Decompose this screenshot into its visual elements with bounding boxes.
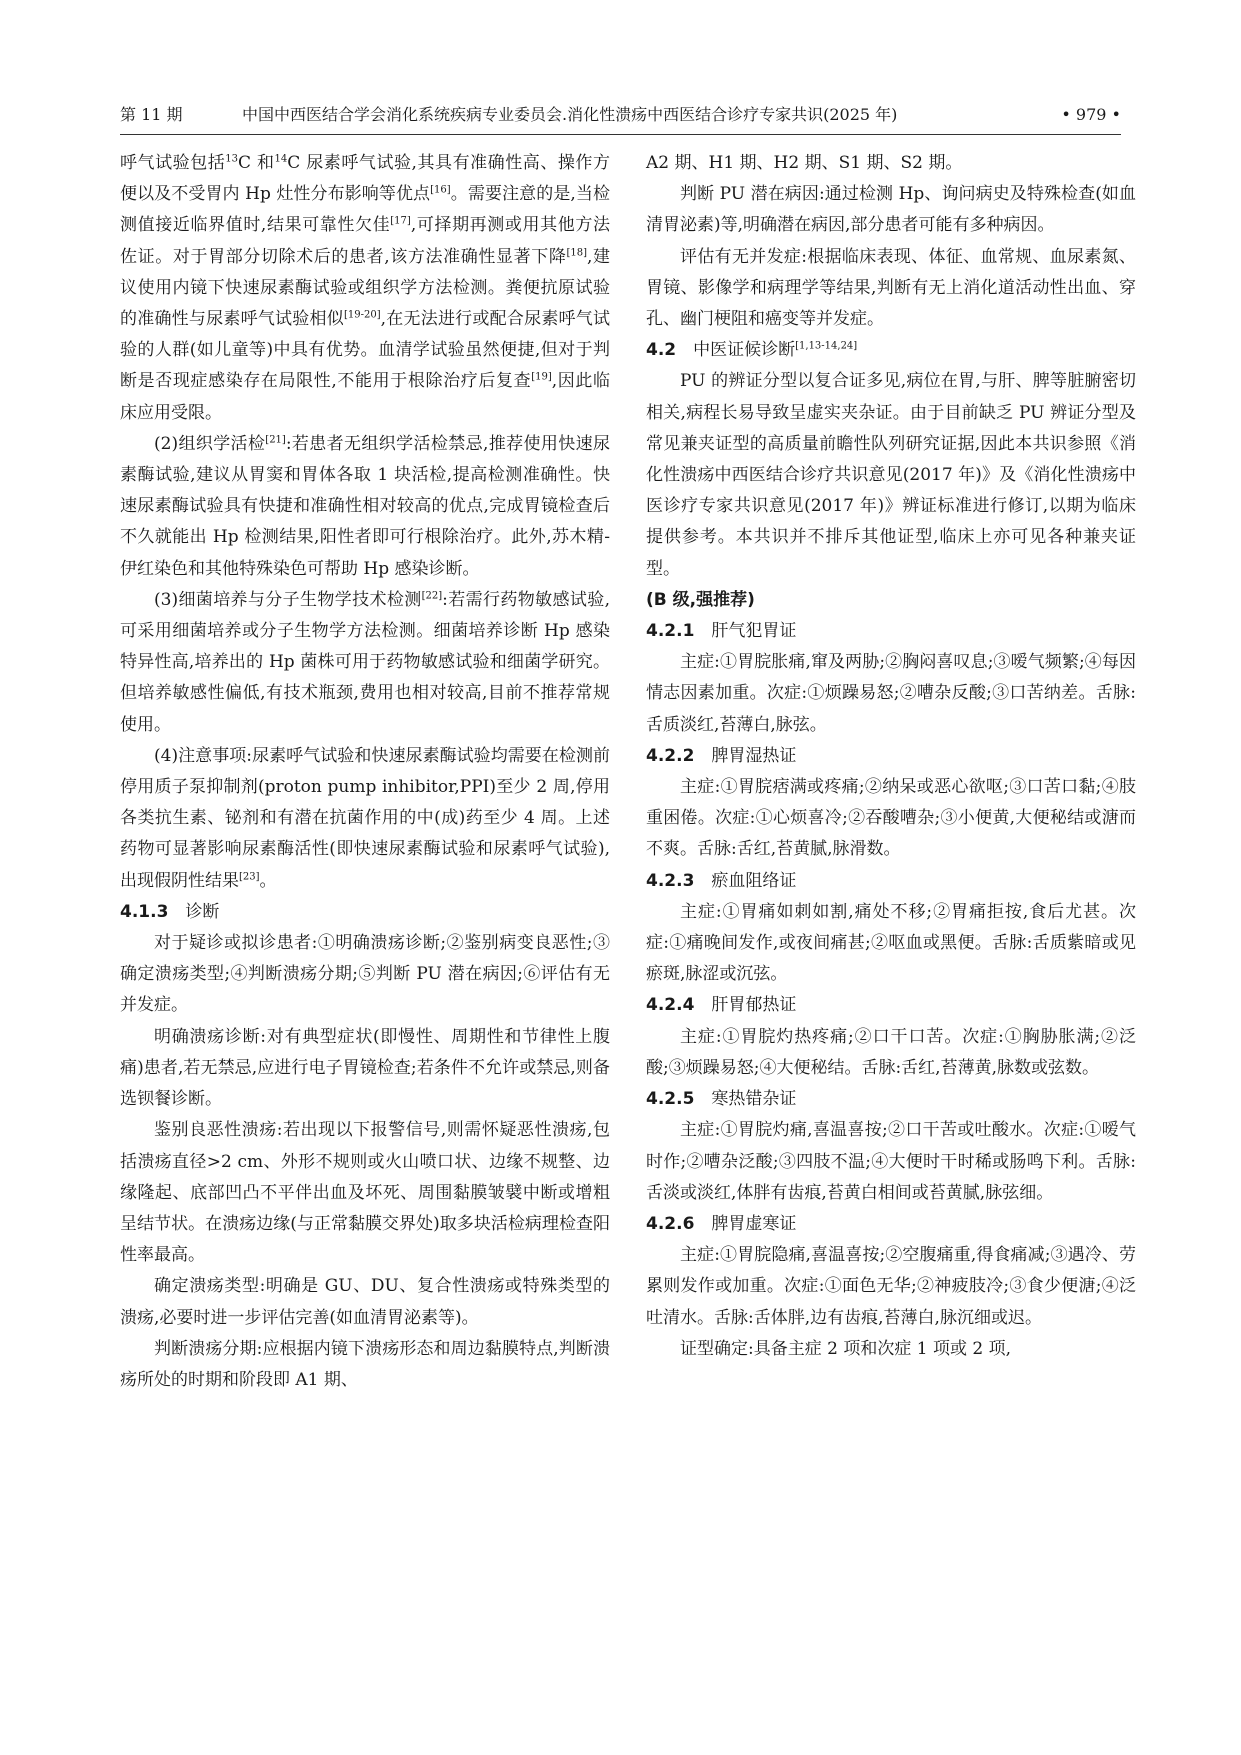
page-number: • 979 • [1061,105,1121,124]
body-paragraph: (2)组织学活检[21]:若患者无组织学活检禁忌,推荐使用快速尿素酶试验,建议从胃窦和胃体各取 1 块活检,提高检测准确性。快速尿素酶试验具有快捷和准确性相对较高的优点,完成胃镜检查后不久就能出 Hp 检测结果,阳性者即可行根除治疗。此外,苏木精-伊红染色和其他特殊染色可帮助 Hp 感染诊断。 [120,433,610,579]
section-heading [646,990,1136,1021]
body-paragraph: 主症:①胃脘灼痛,喜温喜按;②口干苦或吐酸水。次症:①嗳气时作;②嘈杂泛酸;③四肢不温;④大便时干时稀或肠鸣下利。舌脉:舌淡或淡红,体胖有齿痕,苔黄白相间或苔黄腻,脉弦细。 [646,1120,1136,1203]
section-heading [646,866,1136,897]
body-paragraph: 判断溃疡分期:应根据内镜下溃疡形态和周边黏膜特点,判断溃疡所处的时期和阶段即 A1 期、 [120,1338,610,1390]
section-title: 脾胃虚寒证 [711,1213,797,1234]
section-title: 中医证候诊断[1,13-14,24] [693,340,858,361]
section-heading [646,1084,1136,1115]
body-paragraph: 明确溃疡诊断:对有典型症状(即慢性、周期性和节律性上腹痛)患者,若无禁忌,应进行电子胃镜检查;若条件不允许或禁忌,则备选钡餐诊断。 [120,1026,610,1110]
body-paragraph: (4)注意事项:尿素呼气试验和快速尿素酶试验均需要在检测前停用质子泵抑制剂(proton pump inhibitor,PPI)至少 2 周,停用各类抗生素、铋剂和有潜在抗菌作用的中(成)药至少 4 周。上述药物可显著影响尿素酶活性(即快速尿素酶试验和尿素呼气试验),出现假阴性结果[23]。 [120,745,610,891]
section-heading [646,741,1136,772]
running-header [120,104,1121,135]
body-paragraph: (3)细菌培养与分子生物学技术检测[22]:若需行药物敏感试验,可采用细菌培养或分子生物学方法检测。细菌培养诊断 Hp 感染特异性高,培养出的 Hp 菌株可用于药物敏感试验和细菌学研究。但培养敏感性偏低,有技术瓶颈,费用也相对较高,目前不推荐常规使用。 [120,589,610,735]
issue-label: 第 11 期 [120,105,183,124]
section-number: 4.2.4 [646,995,695,1016]
body-paragraph: 主症:①胃脘痞满或疼痛;②纳呆或恶心欲呕;③口苦口黏;④肢重困倦。次症:①心烦喜冷;②吞酸嘈杂;③小便黄,大便秘结或溏而不爽。舌脉:舌红,苔黄腻,脉滑数。 [646,777,1136,860]
body-paragraph: 主症:①胃脘灼热疼痛;②口干口苦。次症:①胸胁胀满;②泛酸;③烦躁易怒;④大便秘结。舌脉:舌红,苔薄黄,脉数或弦数。 [646,1026,1136,1078]
section-title: 诊断 [185,901,220,922]
left-column [120,148,610,1396]
section-title: 肝胃郁热证 [711,995,797,1016]
body-paragraph: 主症:①胃脘胀痛,窜及两胁;②胸闷喜叹息;③嗳气频繁;④每因情志因素加重。次症:①烦躁易怒;②嘈杂反酸;③口苦纳差。舌脉:舌质淡红,苔薄白,脉弦。 [646,652,1136,735]
section-title: 脾胃湿热证 [711,745,797,766]
section-number: 4.2.6 [646,1213,695,1234]
body-paragraph: A2 期、H1 期、H2 期、S1 期、S2 期。 [646,153,963,173]
section-number: 4.2.3 [646,870,695,891]
section-number: 4.2.2 [646,745,695,766]
right-column [646,148,1136,1365]
journal-line: 中国中西医结合学会消化系统疾病专业委员会.消化性溃疡中西医结合诊疗专家共识(2025 年) [242,105,898,124]
section-number: 4.2.5 [646,1089,695,1110]
section-number: 4.1.3 [120,901,169,922]
body-paragraph: 主症:①胃脘隐痛,喜温喜按;②空腹痛重,得食痛减;③遇冷、劳累则发作或加重。次症:①面色无华;②神疲肢冷;③食少便溏;④泛吐清水。舌脉:舌体胖,边有齿痕,苔薄白,脉沉细或迟。 [646,1245,1136,1328]
body-paragraph: 鉴别良恶性溃疡:若出现以下报警信号,则需怀疑恶性溃疡,包括溃疡直径>2 cm、外形不规则或火山喷口状、边缘不规整、边缘隆起、底部凹凸不平伴出血及坏死、周围黏膜皱襞中断或增粗呈结节状。在溃疡边缘(与正常黏膜交界处)取多块活检病理检查阳性率最高。 [120,1120,610,1266]
body-paragraph: 主症:①胃痛如刺如割,痛处不移;②胃痛拒按,食后尤甚。次症:①痛晚间发作,或夜间痛甚;②呕血或黑便。舌脉:舌质紫暗或见瘀斑,脉涩或沉弦。 [646,901,1136,985]
body-paragraph: 呼气试验包括$^{13}$C 和$^{14}$C 尿素呼气试验,其具有准确性高、操作方便以及不受胃内 Hp 灶性分布影响等优点[16]。需要注意的是,当检测值接近临界值时,结果可靠性欠佳[17],可择期再测或用其他方法佐证。对于胃部分切除术后的患者,该方法准确性显著下降[18],建议使用内镜下快速尿素酶试验或组织学方法检测。粪便抗原试验的准确性与尿素呼气试验相似[19-20],在无法进行或配合尿素呼气试验的人群(如儿童等)中具有优势。血清学试验虽然便捷,但对于判断是否现症感染存在局限性,不能用于根除治疗后复查[19],因此临床应用受限。 [120,153,611,423]
body-paragraph: 判断 PU 潜在病因:通过检测 Hp、询问病史及特殊检查(如血清胃泌素)等,明确潜在病因,部分患者可能有多种病因。 [646,184,1136,236]
section-number: 4.2 [646,340,677,361]
section-title: 瘀血阻络证 [711,870,797,891]
section-number: 4.2.1 [646,621,695,642]
body-paragraph: PU 的辨证分型以复合证多见,病位在胃,与肝、脾等脏腑密切相关,病程长易导致呈虚实夹杂证。由于目前缺乏 PU 辨证分型及常见兼夹证型的高质量前瞻性队列研究证据,因此本共识参照《消化性溃疡中西医结合诊疗共识意见(2017 年)》及《消化性溃疡中医诊疗专家共识意见(2017 年)》辨证标准进行修订,以期为临床提供参考。本共识并不排斥其他证型,临床上亦可见各种兼夹证型。 [646,371,1136,579]
body-paragraph: 对于疑诊或拟诊患者:①明确溃疡诊断;②鉴别病变良恶性;③确定溃疡类型;④判断溃疡分期;⑤判断 PU 潜在病因;⑥评估有无并发症。 [120,933,610,1016]
body-paragraph: 证型确定:具备主症 2 项和次症 1 项或 2 项, [680,1338,1012,1359]
section-heading [646,1209,1136,1240]
section-heading [120,897,610,928]
body-paragraph: 评估有无并发症:根据临床表现、体征、血常规、血尿素氮、胃镜、影像学和病理学等结果,判断有无上消化道活动性出血、穿孔、幽门梗阻和癌变等并发症。 [646,246,1136,330]
section-title: 肝气犯胃证 [711,621,797,642]
section-heading [646,335,1136,366]
section-heading [646,616,1136,647]
section-title: 寒热错杂证 [711,1089,797,1110]
evidence-grade: (B 级,强推荐) [646,589,755,610]
body-paragraph: 确定溃疡类型:明确是 GU、DU、复合性溃疡或特殊类型的溃疡,必要时进一步评估完善(如血清胃泌素等)。 [120,1276,610,1328]
